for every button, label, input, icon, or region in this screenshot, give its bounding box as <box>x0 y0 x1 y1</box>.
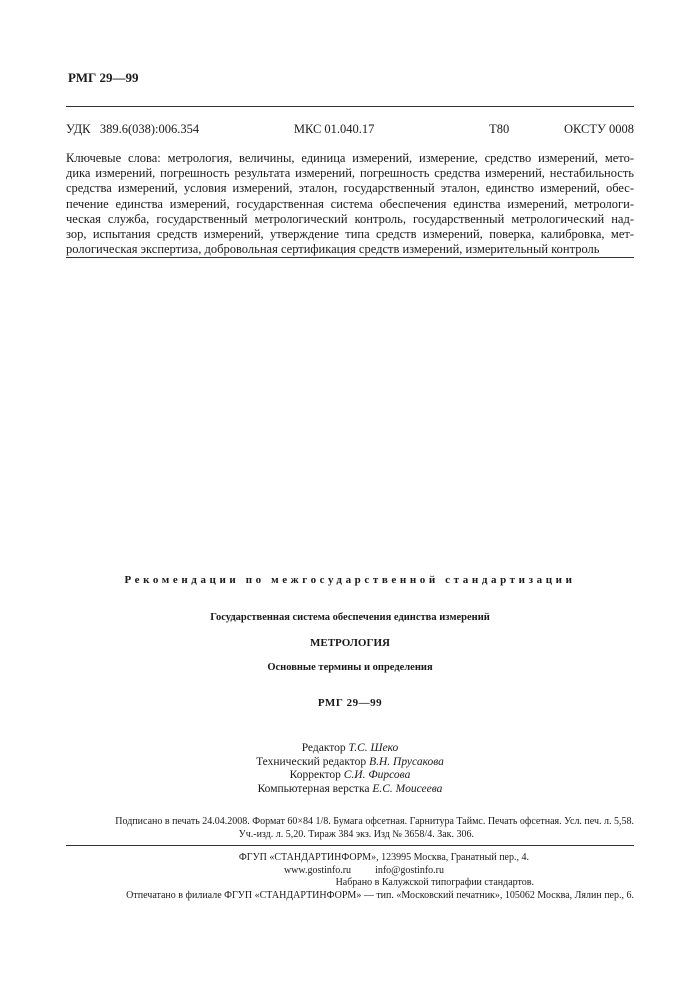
staff-role: Корректор <box>289 769 344 781</box>
print-details <box>66 816 634 841</box>
designation: РМГ 29—99 <box>317 697 383 709</box>
print-details-line-1: Подписано в печать 24.04.2008. Формат 60×84 1/8. Бумага офсетная. Гарнитура Таймс. Печать офсетная. Усл. печ. л. 5,58. <box>115 816 634 827</box>
publisher-block <box>66 852 634 902</box>
staff-corrector <box>0 769 700 783</box>
editorial-staff <box>0 742 700 796</box>
staff-layout <box>0 783 700 797</box>
okstu-code: ОКСТУ 0008 <box>563 122 634 136</box>
system-title: Государственная система обеспечения единства измерений <box>210 612 490 623</box>
staff-role: Компьютерная верстка <box>257 782 373 795</box>
typeset-note: Набрано в Калужской типографии стандартов. <box>335 877 534 888</box>
keywords-line: Ключевые слова: метрология, величины, единица измерений, измерение, средство измерений, мето- <box>66 151 634 165</box>
publisher-contacts <box>66 865 634 878</box>
staff-name: Т.С. Шеко <box>348 742 399 754</box>
staff-name: Е.С. Моисеева <box>372 782 443 795</box>
mks-code: МКС 01.040.17 <box>293 122 375 136</box>
subtitle: Основные термины и определения <box>267 662 433 673</box>
staff-name: С.И. Фирсова <box>343 769 411 781</box>
publisher-address: ФГУП «СТАНДАРТИНФОРМ», 123995 Москва, Гранатный пер., 4. <box>238 852 529 863</box>
staff-tech-editor <box>0 756 700 770</box>
keywords-line: средства измерений, условия измерений, эталон, государственный эталон, единство измерений, обес- <box>66 181 634 196</box>
staff-role: Редактор <box>301 742 349 754</box>
keywords-paragraph <box>66 151 634 257</box>
udk-code: УДК 389.6(038):006.354 <box>66 122 200 136</box>
main-title: МЕТРОЛОГИЯ <box>310 637 390 649</box>
printed-note: Отпечатано в филиале ФГУП «СТАНДАРТИНФОРМ» — тип. «Московский печатник», 105062 Москва, Лялин пер., 6. <box>126 889 634 901</box>
imprint-divider <box>66 845 634 846</box>
staff-editor <box>0 742 700 756</box>
keywords-line: дика измерений, погрешность результата измерений, погрешность средства измерений, нестабильность <box>66 166 634 181</box>
staff-name: В.Н. Прусакова <box>369 755 444 768</box>
keywords-divider <box>66 257 634 258</box>
keywords-line: зор, испытания средств измерений, утверждение типа средств измерений, поверка, калибровка, мет- <box>66 227 634 242</box>
series-title: Рекомендации по межгосударственной стандартизации <box>124 574 576 586</box>
keywords-line: ческая служба, государственный метрологический контроль, государственный метрологический над- <box>66 211 634 226</box>
staff-role: Технический редактор <box>256 755 370 768</box>
print-details-line-2: Уч.-изд. л. 5,20. Тираж 384 экз. Изд № 3658/4. Зак. 306. <box>238 828 474 840</box>
email-link[interactable]: info@gostinfo.ru <box>375 864 444 876</box>
classification-row <box>66 122 634 137</box>
document-code-header: РМГ 29—99 <box>68 70 139 85</box>
website-link[interactable]: www.gostinfo.ru <box>283 864 352 876</box>
t-code: Т80 <box>489 122 510 136</box>
keywords-line: рологическая экспертиза, добровольная сертификация средств измерений, измерительный контроль <box>66 242 600 257</box>
top-divider <box>66 106 634 107</box>
keywords-line: печение единства измерений, государственная система обеспечения единства измерений, метрологи- <box>66 196 634 211</box>
